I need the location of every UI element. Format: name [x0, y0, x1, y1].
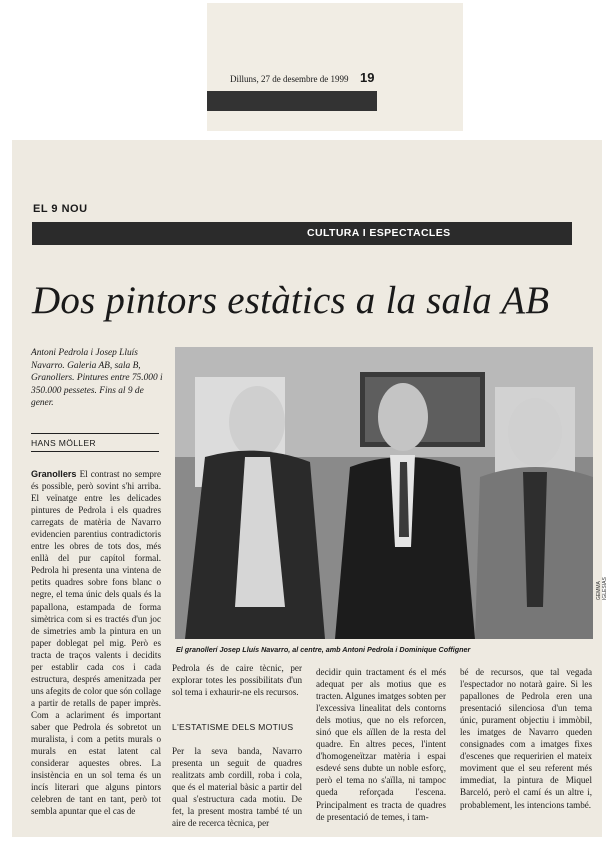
dateline-bar	[207, 91, 377, 111]
byline: HANS MÖLLER	[31, 438, 96, 448]
photo-credit: GEMMA IGLESIAS	[596, 577, 608, 600]
photo-caption: El granollerí Josep Lluís Navarro, al centre, amb Antoni Pedrola i Dominique Coffigner	[176, 645, 471, 654]
article-column-2-top: Pedrola és de caire tècnic, per explorar totes les possibilitats d'un sol tema i exhaurir-ne els recursos.	[172, 663, 302, 698]
lead-word: Granollers	[31, 469, 77, 479]
article-column-1	[31, 468, 161, 817]
top-clipping	[207, 3, 463, 131]
byline-rule-top	[31, 433, 159, 434]
byline-rule-bottom	[31, 451, 159, 452]
article-headline: Dos pintors estàtics a la sala AB	[32, 279, 550, 322]
column-1-text: El contrast no sempre és possible, però sovint s'hi arriba. El veïnatge entre les delicades pintures de Pedrola i els quadres carregats de matèria de Navarro evidencien parentius contradictoris entre les obres de tots dos, més enllà del pur capítol formal. Pedrola hi presenta una vintena de petits quadres sobre fons blanc o negre, el tema únic dels quals és la papallona, estampada de forma simètrica com si es tractés d'un joc de simetries amb la pintura en un paper doblegat pel mig. Però es tracta de traços valents i decidits per establir cada cos i cada estructura, després amenitzada per uns afegits de color que són collage a partir de retalls de paper imprès. Com a aclariment és important saber que Pedrola és sobretot un muralista, i com a petits murals o murals en estat latent cal considerar aquestes obres. La insistència en un sol tema és un incís literari que alguns pintors celebren de tant en tant, però tot sembla apuntar que el cas de	[31, 469, 161, 817]
dateline: Dilluns, 27 de desembre de 1999	[230, 74, 349, 84]
page-number: 19	[360, 70, 375, 85]
section-bar	[32, 222, 572, 245]
article-column-4: bé de recursos, que tal vegada l'espectador no notarà gaire. Si les papallones de Pedrola eren una presentació silenciosa d'un tema únic, purament objectiu i immòbil, les imatges de Navarro queden consignades com a imatges fixes d'escenes que requeririen el mateix moviment que el seu referent més immediat, la pintura de Miquel Barceló, però el camí és un altre i, probablement, les intencions també.	[460, 667, 592, 810]
article-photo	[175, 347, 593, 639]
article-column-3: decidir quin tractament és el més adequat per als motius que es tracten. Algunes imatges sobten per l'excessiva linealitat dels contorns dels motius, que no els reforcen, sinó que els aïllen de la resta del quadre. En altres peces, l'intent d'homogeneïtzar matèria i espai esdevé sens dubte un noble esforç, però el tema no s'aïlla, ni tampoc queda reforçada l'escena. Principalment es tracta de quadres de presentació de temes, i tam-	[316, 667, 446, 822]
photo-illustration	[175, 347, 593, 639]
publication-name: EL 9 NOU	[33, 203, 88, 215]
subheading: L'ESTATISME DELS MOTIUS	[172, 722, 294, 732]
section-label: CULTURA I ESPECTACLES	[307, 227, 451, 239]
article-column-2-bottom: Per la seva banda, Navarro presenta un seguit de quadres realitzats amb cordill, roba i cola, que és el material bàsic a partir del qual s'estructura cada motiu. De fet, la present mostra també té un aire de recerca tècnica, per	[172, 746, 302, 829]
exhibition-info: Antoni Pedrola i Josep Lluís Navarro. Galeria AB, sala B, Granollers. Pintures entre 75.000 i 350.000 pessetes. Fins al 9 de gener.	[31, 348, 163, 408]
